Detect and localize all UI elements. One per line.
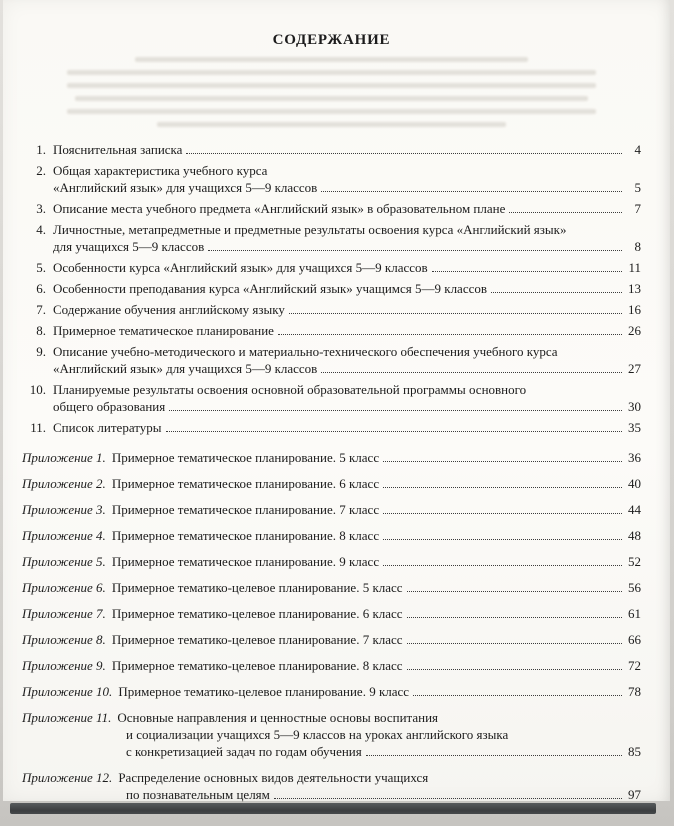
- appendix-label: Приложение 7.: [22, 606, 106, 621]
- toc-line: [22, 200, 641, 217]
- entry-page-number: 30: [628, 399, 641, 414]
- toc-entry: [22, 221, 641, 255]
- toc-line: [22, 769, 641, 786]
- entry-number: 8.: [36, 323, 46, 338]
- entry-text: Особенности курса «Английский язык» для учащихся 5—9 классов: [53, 260, 428, 275]
- entry-number: 5.: [36, 260, 46, 275]
- entry-page-number: 56: [628, 580, 641, 595]
- bleed-line: [67, 83, 595, 88]
- toc-line: [22, 343, 641, 360]
- entry-number: 11.: [30, 420, 46, 435]
- entry-text: Примерное тематическое планирование. 5 класс: [111, 450, 380, 465]
- toc-line: [22, 238, 641, 255]
- entry-text: Планируемые результаты освоения основной образовательной программы основного: [53, 382, 527, 397]
- entry-page-number: 5: [634, 180, 641, 195]
- entry-page-number: 7: [634, 201, 641, 216]
- entry-number: 1.: [36, 142, 46, 157]
- dot-leader: [383, 513, 622, 514]
- toc-entry: [22, 322, 641, 339]
- entry-page-number: 61: [628, 606, 641, 621]
- entry-text: Содержание обучения английскому языку: [53, 302, 285, 317]
- toc-line: [22, 579, 641, 596]
- entry-number: 6.: [36, 281, 46, 296]
- appendix-label: Приложение 8.: [22, 632, 106, 647]
- toc-line: [22, 501, 641, 518]
- page-bleed-through: [59, 57, 604, 127]
- entry-page-number: 13: [628, 281, 641, 296]
- entry-text: для учащихся 5—9 классов: [53, 239, 205, 254]
- entry-text: «Английский язык» для учащихся 5—9 классов: [53, 361, 318, 376]
- entry-page-number: 35: [628, 420, 641, 435]
- toc-line: [22, 381, 641, 398]
- appendix-label: Приложение 11.: [22, 710, 112, 725]
- entry-text: Описание места учебного предмета «Английский язык» в образовательном плане: [53, 201, 506, 216]
- entry-text: Примерное тематическое планирование. 8 класс: [111, 528, 380, 543]
- toc-line: [22, 322, 641, 339]
- toc-line: [22, 743, 641, 760]
- toc-entry: [22, 200, 641, 217]
- entry-text: Примерное тематическое планирование. 9 класс: [111, 554, 380, 569]
- entry-text: Примерное тематическое планирование. 6 класс: [111, 476, 380, 491]
- dot-leader: [413, 695, 622, 696]
- dot-leader: [383, 539, 622, 540]
- toc-appendix-entry: [22, 683, 641, 700]
- appendix-label: Приложение 4.: [22, 528, 106, 543]
- entry-text: Примерное тематико-целевое планирование. 5 класс: [111, 580, 403, 595]
- toc-appendix-entry: [22, 553, 641, 570]
- dot-leader: [509, 212, 622, 213]
- appendix-label: Приложение 1.: [22, 450, 106, 465]
- dot-leader: [491, 292, 622, 293]
- dot-leader: [383, 565, 622, 566]
- appendix-label: Приложение 6.: [22, 580, 106, 595]
- table-of-contents: [22, 141, 641, 803]
- dot-leader: [407, 669, 622, 670]
- toc-entry: [22, 419, 641, 436]
- toc-appendix-entry: [22, 501, 641, 518]
- entry-text: Примерное тематическое планирование. 7 класс: [111, 502, 380, 517]
- bleed-line: [67, 70, 595, 75]
- toc-line: [22, 786, 641, 803]
- entry-text: Пояснительная записка: [53, 142, 183, 157]
- appendix-label: Приложение 5.: [22, 554, 106, 569]
- toc-entry: [22, 259, 641, 276]
- toc-appendix-entry: [22, 527, 641, 544]
- entry-page-number: 27: [628, 361, 641, 376]
- entry-text: с конкретизацией задач по годам обучения: [126, 744, 362, 759]
- entry-number: 3.: [36, 201, 46, 216]
- page-title: СОДЕРЖАНИЕ: [272, 32, 391, 48]
- entry-page-number: 44: [628, 502, 641, 517]
- entry-text: «Английский язык» для учащихся 5—9 классов: [53, 180, 318, 195]
- toc-line: [22, 527, 641, 544]
- entry-page-number: 11: [628, 260, 641, 275]
- dot-leader: [432, 271, 622, 272]
- toc-line: [22, 449, 641, 466]
- entry-text: Личностные, метапредметные и предметные результаты освоения курса «Английский язык»: [53, 222, 567, 237]
- bleed-line: [67, 109, 595, 114]
- dot-leader: [274, 798, 622, 799]
- toc-appendix-entry: [22, 631, 641, 648]
- appendix-label: Приложение 9.: [22, 658, 106, 673]
- toc-line: [22, 221, 641, 238]
- entry-page-number: 52: [628, 554, 641, 569]
- toc-line: [22, 360, 641, 377]
- appendix-label: Приложение 2.: [22, 476, 106, 491]
- dot-leader: [321, 372, 622, 373]
- entry-page-number: 85: [628, 744, 641, 759]
- dot-leader: [208, 250, 622, 251]
- entry-number: 4.: [36, 222, 46, 237]
- entry-page-number: 40: [628, 476, 641, 491]
- dot-leader: [186, 153, 622, 154]
- toc-line: [22, 162, 641, 179]
- dot-leader: [278, 334, 622, 335]
- toc-appendix-entry: [22, 709, 641, 760]
- entry-text: Примерное тематико-целевое планирование. 8 класс: [111, 658, 403, 673]
- toc-line: [22, 301, 641, 318]
- entry-text: Список литературы: [53, 420, 162, 435]
- entry-page-number: 72: [628, 658, 641, 673]
- toc-entry: [22, 141, 641, 158]
- appendix-label: Приложение 3.: [22, 502, 106, 517]
- toc-line: [22, 475, 641, 492]
- entry-number: 2.: [36, 163, 46, 178]
- toc-appendix-entry: [22, 605, 641, 622]
- entry-number: 9.: [36, 344, 46, 359]
- toc-line: [22, 657, 641, 674]
- dot-leader: [366, 755, 622, 756]
- toc-appendix-entry: [22, 475, 641, 492]
- toc-line: [22, 419, 641, 436]
- dot-leader: [407, 591, 622, 592]
- entry-text: Примерное тематико-целевое планирование. 9 класс: [118, 684, 410, 699]
- page: [3, 0, 670, 801]
- toc-line: [22, 280, 641, 297]
- toc-line: [22, 179, 641, 196]
- entry-text: Распределение основных видов деятельности учащихся: [118, 770, 429, 785]
- toc-main-list: [22, 141, 641, 436]
- dot-leader: [407, 643, 622, 644]
- toc-entry: [22, 381, 641, 415]
- appendix-label: Приложение 12.: [22, 770, 113, 785]
- bleed-line: [135, 57, 527, 62]
- toc-entry: [22, 162, 641, 196]
- entry-text: Примерное тематико-целевое планирование. 6 класс: [111, 606, 403, 621]
- entry-text: по познавательным целям: [126, 787, 270, 802]
- dot-leader: [321, 191, 622, 192]
- dot-leader: [407, 617, 622, 618]
- entry-text: Основные направления и ценностные основы воспитания: [117, 710, 439, 725]
- entry-page-number: 26: [628, 323, 641, 338]
- entry-number: 10.: [29, 382, 46, 397]
- entry-page-number: 66: [628, 632, 641, 647]
- toc-line: [22, 709, 641, 726]
- entry-text: Общая характеристика учебного курса: [53, 163, 268, 178]
- toc-entry: [22, 343, 641, 377]
- toc-line: [22, 605, 641, 622]
- dot-leader: [169, 410, 622, 411]
- toc-line: [22, 398, 641, 415]
- entry-page-number: 97: [628, 787, 641, 802]
- dot-leader: [383, 487, 622, 488]
- page-bottom-edge: [10, 803, 656, 814]
- entry-page-number: 36: [628, 450, 641, 465]
- toc-line: [22, 553, 641, 570]
- dot-leader: [383, 461, 622, 462]
- dot-leader: [289, 313, 622, 314]
- entry-text: и социализации учащихся 5—9 классов на уроках английского языка: [126, 727, 509, 742]
- entry-number: 7.: [36, 302, 46, 317]
- entry-page-number: 16: [628, 302, 641, 317]
- toc-line: [22, 683, 641, 700]
- entry-text: Описание учебно-методического и материально-технического обеспечения учебного курса: [53, 344, 558, 359]
- entry-page-number: 4: [634, 142, 641, 157]
- entry-page-number: 48: [628, 528, 641, 543]
- toc-appendix-entry: [22, 449, 641, 466]
- toc-entry: [22, 280, 641, 297]
- bleed-line: [75, 96, 587, 101]
- entry-text: Примерное тематическое планирование: [53, 323, 274, 338]
- toc-appendix-entry: [22, 579, 641, 596]
- bleed-line: [157, 122, 506, 127]
- toc-line: [22, 726, 641, 743]
- appendix-label: Приложение 10.: [22, 684, 113, 699]
- dot-leader: [166, 431, 623, 432]
- entry-text: Примерное тематико-целевое планирование. 7 класс: [111, 632, 403, 647]
- toc-line: [22, 141, 641, 158]
- entry-page-number: 8: [634, 239, 641, 254]
- toc-line: [22, 259, 641, 276]
- entry-page-number: 78: [628, 684, 641, 699]
- toc-line: [22, 631, 641, 648]
- toc-appendix-list: [22, 449, 641, 803]
- toc-appendix-entry: [22, 657, 641, 674]
- entry-text: Особенности преподавания курса «Английский язык» учащимся 5—9 классов: [53, 281, 488, 296]
- toc-appendix-entry: [22, 769, 641, 803]
- toc-entry: [22, 301, 641, 318]
- entry-text: общего образования: [53, 399, 166, 414]
